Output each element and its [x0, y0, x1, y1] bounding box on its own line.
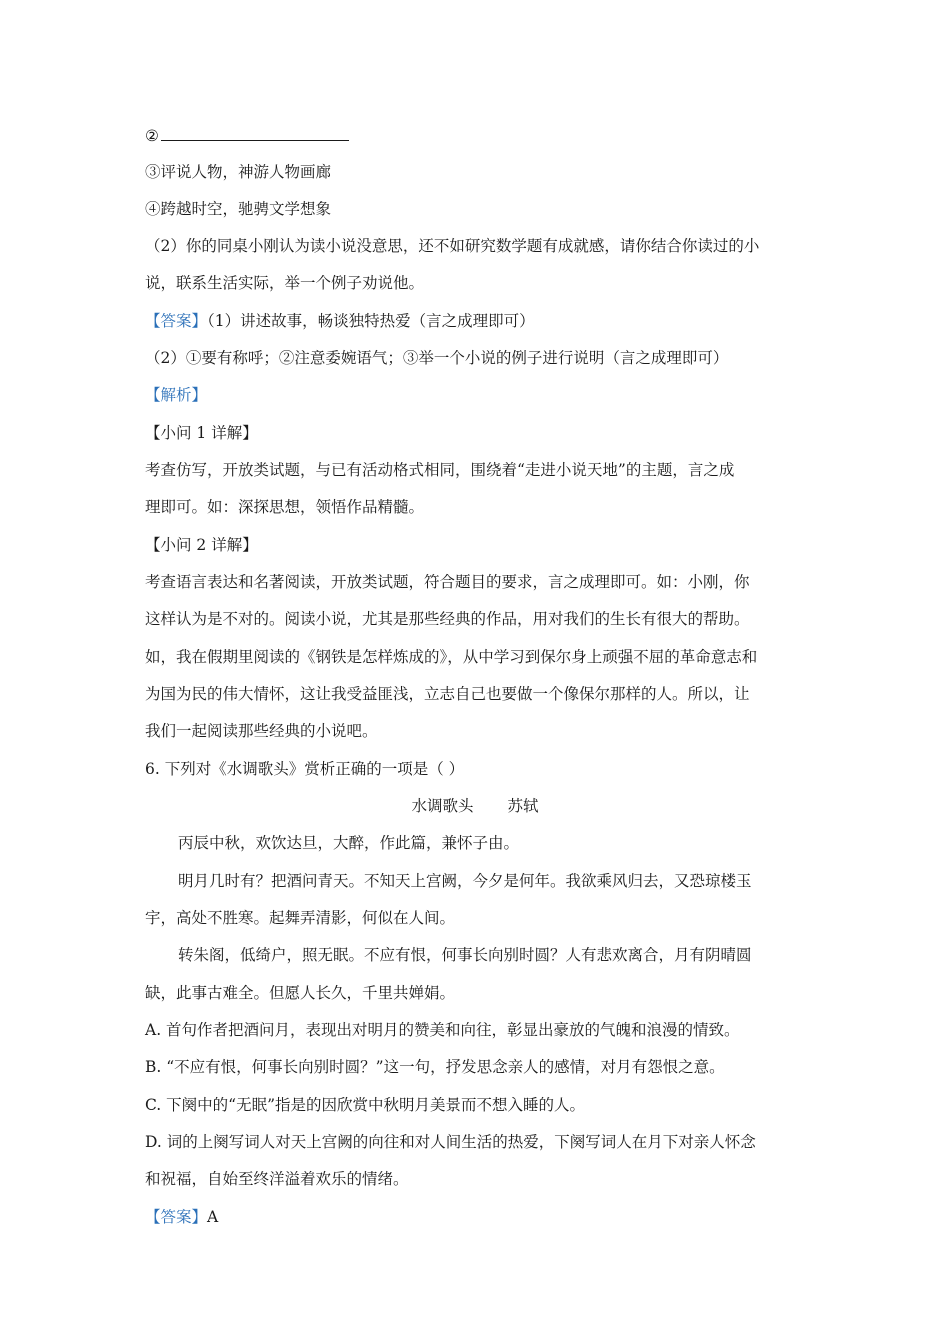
- sub2-line1: 考查语言表达和名著阅读，开放类试题，符合题目的要求，言之成理即可。如：小刚，你: [145, 573, 750, 591]
- option-d-line2: 和祝福，自始至终洋溢着欢乐的情绪。: [145, 1170, 409, 1188]
- sub2-line4: 为国为民的伟大情怀，这让我受益匪浅，立志自己也要做一个像保尔那样的人。所以，让: [145, 685, 750, 703]
- sub2-line3: 如，我在假期里阅读的《钢铁是怎样炼成的》，从中学习到保尔身上顽强不屈的革命意志和: [145, 648, 758, 666]
- option-b: B. “不应有恨，何事长向别时圆？”这一句，抒发思念亲人的感情，对月有怨恨之意。: [145, 1058, 725, 1076]
- option-d-line1: D. 词的上阕写词人对天上宫阙的向往和对人间生活的热爱，下阕写词人在月下对亲人怀念: [145, 1133, 756, 1151]
- analysis-label: 【解析】: [145, 386, 208, 404]
- sub-question-2-title: 【小问 2 详解】: [145, 536, 258, 554]
- stanza2-line2: 缺，此事古难全。但愿人长久，千里共婵娟。: [145, 984, 456, 1002]
- option-a: A. 首句作者把酒问月，表现出对明月的赞美和向往，彰显出豪放的气魄和浪漫的情致。: [145, 1021, 740, 1039]
- poem-heading: [0, 796, 950, 816]
- answer-5-part1: （1）讲述故事，畅谈独特热爱（言之成理即可）: [207, 312, 535, 330]
- sub1-line2: 理即可。如：深探思想，领悟作品精髓。: [145, 498, 425, 516]
- sub2-line5: 我们一起阅读那些经典的小说吧。: [145, 722, 378, 740]
- fill-in-blank: [161, 126, 349, 141]
- option-c: C. 下阕中的“无眠”指是的因欣赏中秋明月美景而不想入睡的人。: [145, 1096, 586, 1114]
- sub2-line2: 这样认为是不对的。阅读小说，尤其是那些经典的作品，用对我们的生长有很大的帮助。: [145, 610, 750, 628]
- item-4: ④跨越时空，驰骋文学想象: [145, 200, 332, 218]
- stanza1-line2: 宇，高处不胜寒。起舞弄清影，何似在人间。: [145, 909, 456, 927]
- answer-5-line1: [145, 311, 815, 331]
- answer-5-part2: （2）①要有称呼；②注意委婉语气；③举一个小说的例子进行说明（言之成理即可）: [145, 349, 729, 367]
- poem-author: 苏轼: [507, 797, 539, 815]
- answer-6-value: A: [207, 1208, 219, 1226]
- q5-part2-line2: 说，联系生活实际，举一个例子劝说他。: [145, 274, 425, 292]
- item-2-prefix: ②: [145, 127, 159, 145]
- poem-title: 水调歌头: [411, 797, 474, 815]
- question-6-stem: 6. 下列对《水调歌头》赏析正确的一项是（ ）: [145, 760, 465, 778]
- answer-6-label: 【答案】: [145, 1208, 208, 1226]
- stanza2-line1: 转朱阁，低绮户，照无眠。不应有恨，何事长向别时圆？人有悲欢离合，月有阴晴圆: [178, 946, 752, 964]
- poem-preface: 丙辰中秋，欢饮达旦，大醉，作此篇，兼怀子由。: [178, 834, 520, 852]
- sub-question-1-title: 【小问 1 详解】: [145, 424, 258, 442]
- q5-part2-line1: （2）你的同桌小刚认为读小说没意思，还不如研究数学题有成就感，请你结合你读过的小: [145, 237, 760, 255]
- answer-6: [145, 1207, 815, 1227]
- item-3: ③评说人物，神游人物画廊: [145, 163, 332, 181]
- sub1-line1: 考查仿写，开放类试题，与已有活动格式相同，围绕着“走进小说天地”的主题，言之成: [145, 461, 735, 479]
- stanza1-line1: 明月几时有？把酒问青天。不知天上宫阙，今夕是何年。我欲乘风归去，又恐琼楼玉: [178, 872, 752, 890]
- item-2: [145, 126, 815, 146]
- answer-label: 【答案】: [145, 312, 208, 330]
